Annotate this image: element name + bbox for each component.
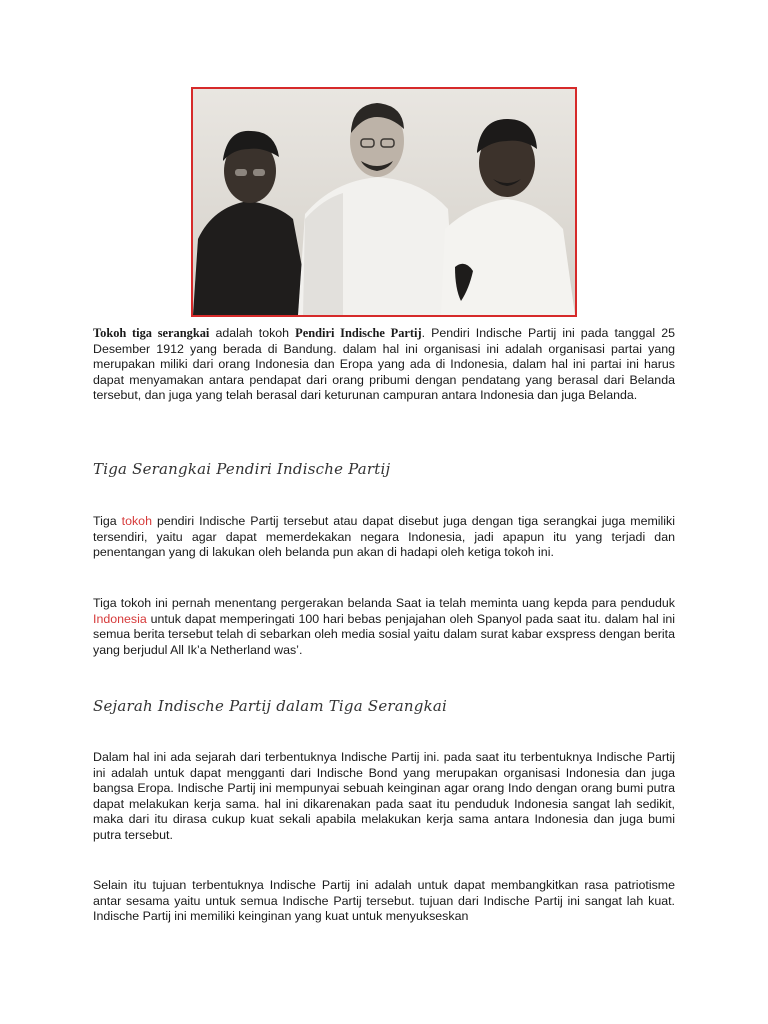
section2-paragraph-2: Selain itu tujuan terbentuknya Indische Partij ini adalah untuk dapat membangkitkan rasa patriotisme antar sesama yaitu untuk semua Indische Partij tersebut. tujuan dari Indische Partij ini sangat lah kuat. Indische Partij ini memiliki keinginan yang kuat untuk menyukseskan [93,878,675,923]
tokoh-link[interactable]: tokoh [121,514,152,528]
historical-photo [191,87,577,317]
section1-paragraph-2 [93,596,675,658]
section2-heading: Sejarah Indische Partij dalam Tiga Serangkai [93,697,448,715]
intro-bold-party: Pendiri Indische Partij [295,326,422,340]
section1-p2-text-continued: untuk dapat memperingati 100 hari bebas penjajahan oleh Spanyol pada saat itu. dalam hal ini semua berita tersebut telah di sebarkan oleh media sosial yaitu dalam surat kabar exspress dengan berita yang berjudul All Ik’a Netherland was’. [93,611,675,657]
photo-illustration [193,89,575,315]
intro-paragraph [93,326,675,404]
section1-paragraph-1 [93,514,675,561]
section2-paragraph-1: Dalam hal ini ada sejarah dari terbentuknya Indische Partij ini. pada saat itu terbentuknya Indische Partij ini adalah untuk dapat mengganti dari Indische Bond yang merupakan organisasi Indonesia dan juga bangsa Eropa. Indische Partij ini mempunyai sebuah keinginan agar orang Indo dengan orang bumi putra dapat melakukan kerja sama. hal ini dikarenakan pada saat itu penduduk Indonesia sangat lah sedikit, maka dari itu dirasa cukup kuat sekali apabila melakukan kerja sama antara Indonesia dan juga bumi putra tersebut. [93,750,675,842]
section1-p1-text: Tiga [93,514,122,528]
indonesia-link[interactable]: Indonesia [93,611,147,626]
section1-p2-text: Tiga tokoh ini pernah menentang pergerakan belanda Saat ia telah meminta uang kepda para penduduk [93,596,675,610]
intro-text-continued: . Pendiri Indische Partij ini pada tanggal 25 Desember 1912 yang berada di Bandung. dalam hal ini organisasi ini adalah organisasi partai yang merupakan miliki dari orang Indonesia dan Eropa yang ada di Indonesia, dalam hal ini partai ini harus dapat menyamakan antara pendapat dari orang pribumi dengan pendatang yang berasal dari Belanda tersebut, dan juga yang telah berasal dari keturunan campuran antara Indonesia dan juga Belanda. [93,326,675,402]
intro-text: adalah tokoh [209,326,296,340]
intro-bold-term: Tokoh tiga serangkai [93,326,210,340]
section1-p1-text-continued: pendiri Indische Partij tersebut atau dapat disebut juga dengan tiga serangkai juga memiliki tersendiri, yaitu agar dapat memerdekakan negara Indonesia, jadi apapun itu yang terjadi dan penentangan yang di lakukan oleh belanda pun akan di hadapi oleh ketiga tokoh ini. [93,514,675,559]
section1-heading: Tiga Serangkai Pendiri Indische Partij [93,460,391,478]
